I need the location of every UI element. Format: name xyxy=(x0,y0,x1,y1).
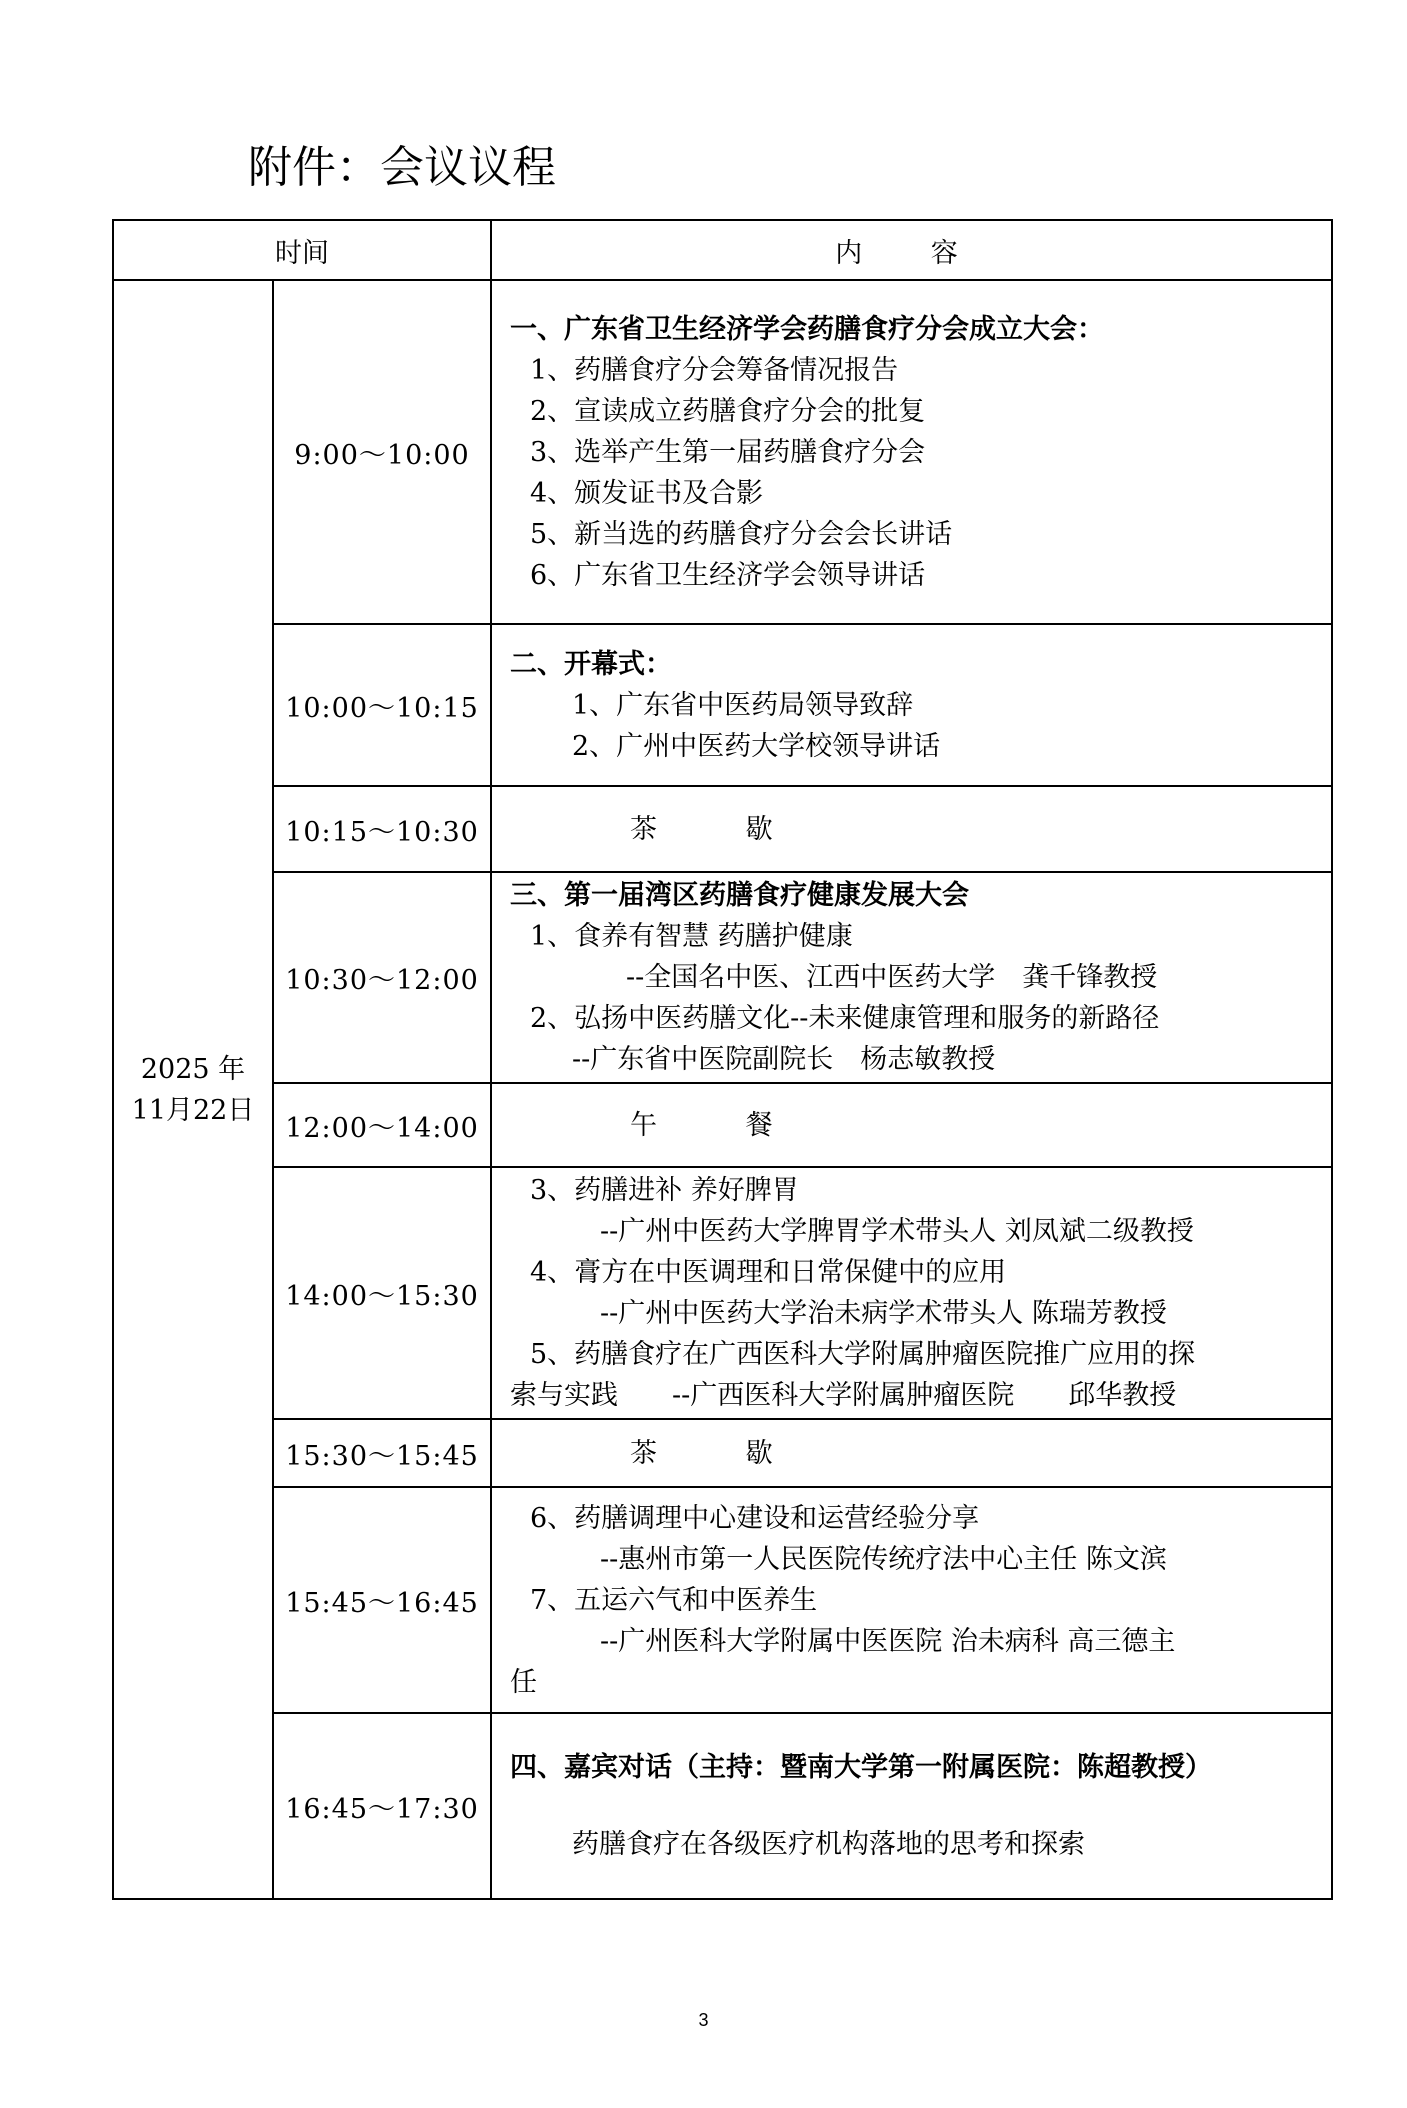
content-cell xyxy=(491,1083,1332,1167)
time-cell: 16:45～17:30 xyxy=(273,1713,491,1899)
table-row xyxy=(113,1167,1332,1419)
agenda-item: 1、广东省中医药局领导致辞 xyxy=(572,689,914,721)
content-cell xyxy=(491,1487,1332,1713)
table-row xyxy=(113,624,1332,786)
agenda-item: 4、颁发证书及合影 xyxy=(530,477,764,509)
agenda-item: 药膳食疗在各级医疗机构落地的思考和探索 xyxy=(572,1829,1085,1860)
agenda-item: 1、食养有智慧 药膳护健康 xyxy=(530,921,853,952)
content-cell xyxy=(491,624,1332,786)
time-cell: 15:30～15:45 xyxy=(273,1419,491,1487)
speaker-line-continued: 任 xyxy=(510,1666,537,1698)
agenda-item: 2、弘扬中医药膳文化--未来健康管理和服务的新路径 xyxy=(530,1003,1160,1034)
agenda-item: 7、五运六气和中医养生 xyxy=(530,1584,818,1616)
agenda-item: 3、药膳进补 养好脾胃 xyxy=(530,1175,799,1206)
table-header-row xyxy=(113,220,1332,280)
table-row xyxy=(113,1487,1332,1713)
header-time: 时间 xyxy=(113,220,491,280)
agenda-item: 3、选举产生第一届药膳食疗分会 xyxy=(530,436,926,468)
agenda-item: 6、药膳调理中心建设和运营经验分享 xyxy=(530,1502,980,1534)
speaker-line: --广东省中医院副院长 杨志敏教授 xyxy=(572,1044,996,1075)
content-cell xyxy=(491,280,1332,624)
agenda-item: 2、广州中医药大学校领导讲话 xyxy=(572,730,941,762)
date-year: 2025 年 xyxy=(140,1053,246,1085)
tea-break-label: 茶 歇 xyxy=(630,813,813,845)
speaker-line: --广州中医药大学脾胃学术带头人 刘凤斌二级教授 xyxy=(600,1216,1194,1247)
tea-break-label: 茶 歇 xyxy=(630,1437,813,1469)
agenda-item: 1、药膳食疗分会筹备情况报告 xyxy=(530,354,899,386)
content-cell xyxy=(491,872,1332,1083)
time-cell: 10:00～10:15 xyxy=(273,624,491,786)
agenda-item-continued: 索与实践 --广西医科大学附属肿瘤医院 邱华教授 xyxy=(510,1380,1177,1411)
time-cell: 10:15～10:30 xyxy=(273,786,491,872)
section-heading: 三、第一届湾区药膳食疗健康发展大会 xyxy=(510,880,969,911)
section-heading: 四、嘉宾对话（主持：暨南大学第一附属医院：陈超教授） xyxy=(510,1752,1212,1783)
section-heading: 一、广东省卫生经济学会药膳食疗分会成立大会： xyxy=(510,313,1104,345)
speaker-line: --广州中医药大学治未病学术带头人 陈瑞芳教授 xyxy=(600,1298,1167,1329)
table-row xyxy=(113,786,1332,872)
page-title: 附件：会议议程 xyxy=(248,142,556,193)
agenda-item: 5、药膳食疗在广西医科大学附属肿瘤医院推广应用的探 xyxy=(530,1339,1196,1370)
table-row xyxy=(113,872,1332,1083)
speaker-line: --惠州市第一人民医院传统疗法中心主任 陈文滨 xyxy=(600,1543,1167,1575)
speaker-line: --广州医科大学附属中医医院 治未病科 高三德主 xyxy=(600,1625,1176,1657)
table-row xyxy=(113,1083,1332,1167)
content-cell xyxy=(491,1419,1332,1487)
table-row xyxy=(113,1419,1332,1487)
table-row xyxy=(113,280,1332,624)
speaker-line: --全国名中医、江西中医药大学 龚千锋教授 xyxy=(626,962,1158,993)
agenda-item: 2、宣读成立药膳食疗分会的批复 xyxy=(530,395,926,427)
date-cell xyxy=(113,280,273,1899)
content-cell xyxy=(491,1167,1332,1419)
time-cell: 15:45～16:45 xyxy=(273,1487,491,1713)
header-content: 内 容 xyxy=(491,220,1332,280)
time-cell: 10:30～12:00 xyxy=(273,872,491,1083)
lunch-break-label: 午 餐 xyxy=(630,1109,813,1141)
time-cell: 9:00～10:00 xyxy=(273,280,491,624)
agenda-table xyxy=(112,219,1333,1900)
agenda-item: 5、新当选的药膳食疗分会会长讲话 xyxy=(530,518,953,550)
agenda-item: 6、广东省卫生经济学会领导讲话 xyxy=(530,559,926,591)
content-cell xyxy=(491,786,1332,872)
page-number: 3 xyxy=(698,2010,709,2030)
agenda-item: 4、膏方在中医调理和日常保健中的应用 xyxy=(530,1257,1007,1288)
section-heading: 二、开幕式： xyxy=(510,648,672,680)
time-cell: 14:00～15:30 xyxy=(273,1167,491,1419)
content-cell xyxy=(491,1713,1332,1899)
table-row xyxy=(113,1713,1332,1899)
date-day: 11月22日 xyxy=(131,1094,255,1126)
time-cell: 12:00～14:00 xyxy=(273,1083,491,1167)
